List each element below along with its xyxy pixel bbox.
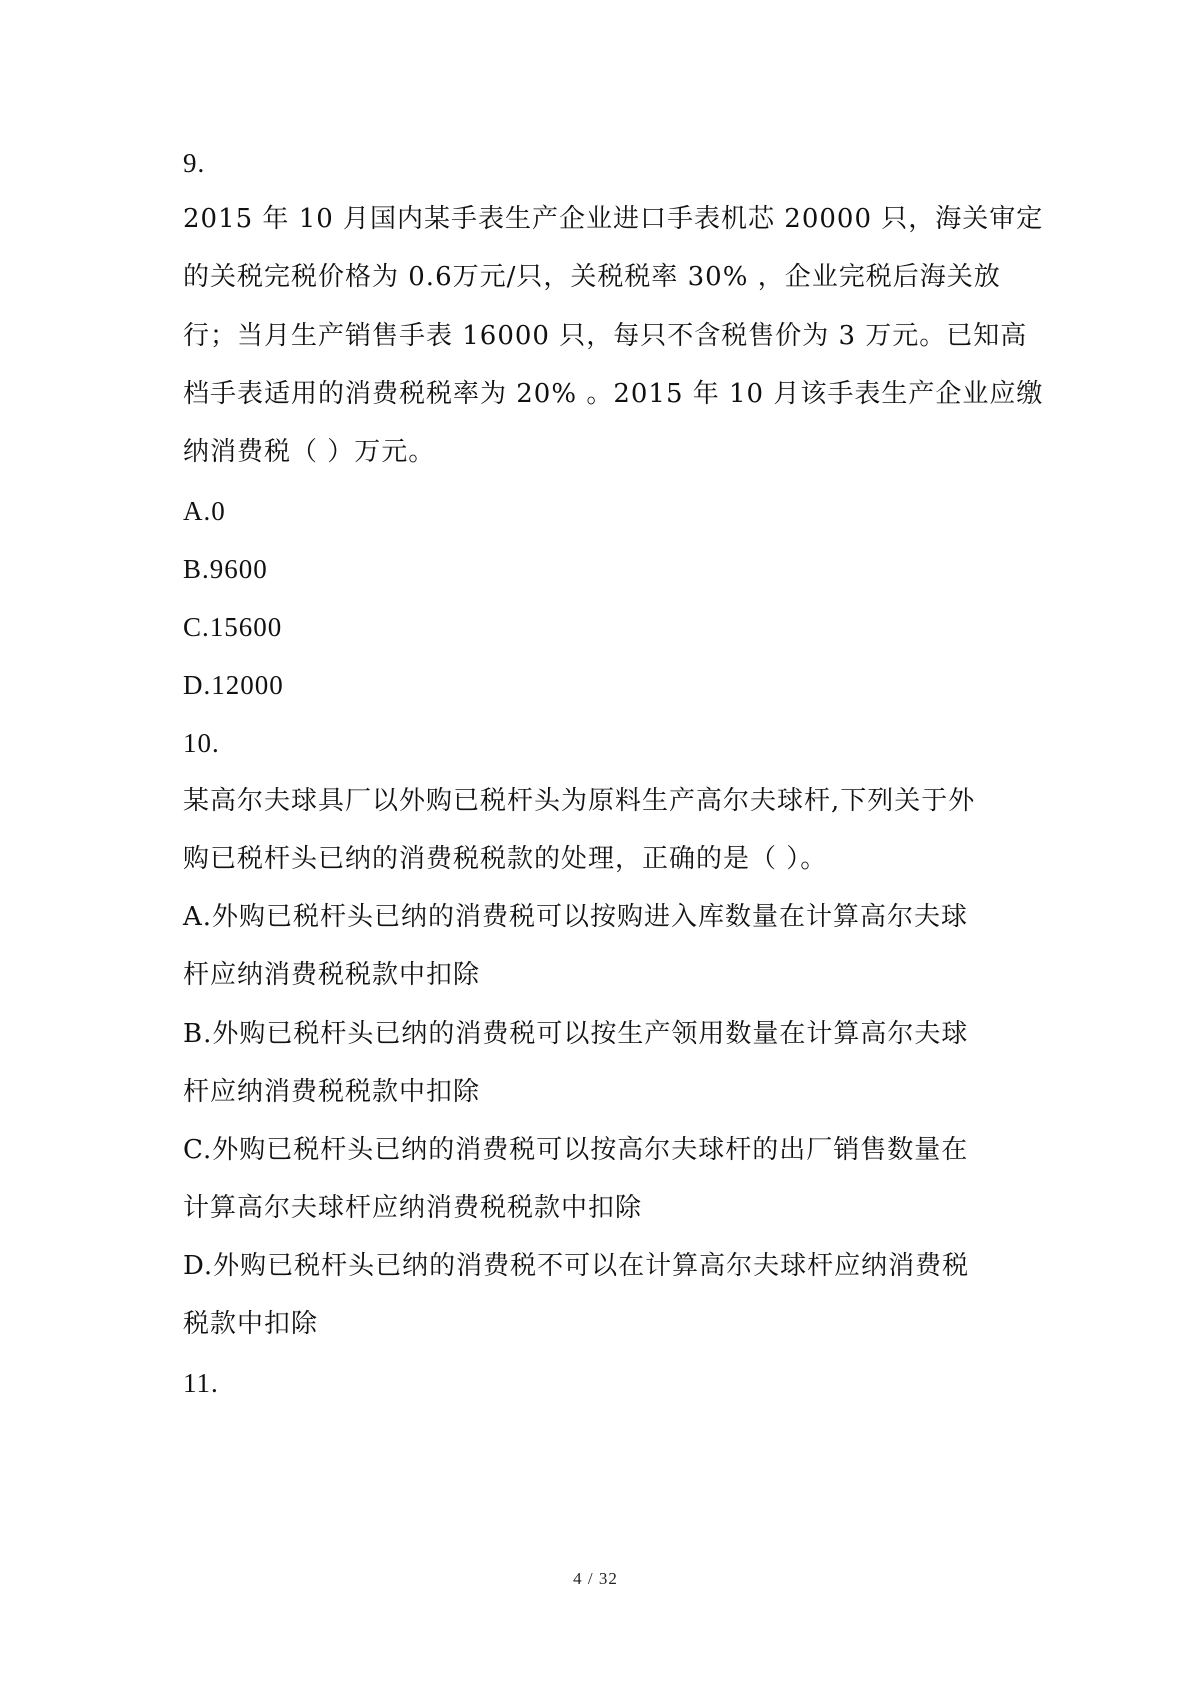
question-9-stem-line: 的关税完税价格为 0.6万元/只，关税税率 30% ，企业完税后海关放 bbox=[183, 262, 1001, 292]
question-10-option-c-line: 计算高尔夫球杆应纳消费税税款中扣除 bbox=[183, 1193, 643, 1223]
question-9-stem-line: 纳消费税（ ）万元。 bbox=[183, 437, 436, 467]
question-10-stem-line: 某高尔夫球具厂以外购已税杆头为原料生产高尔夫球杆,下列关于外 bbox=[183, 786, 976, 816]
question-9-option-d: D.12000 bbox=[183, 670, 284, 700]
question-9-option-a: A.0 bbox=[183, 496, 226, 526]
question-9-number: 9. bbox=[183, 148, 206, 178]
question-10-option-d-line: 税款中扣除 bbox=[183, 1309, 319, 1339]
question-10-option-d-line: D.外购已税杆头已纳的消费税不可以在计算高尔夫球杆应纳消费税 bbox=[183, 1251, 970, 1281]
question-10-option-a-line: 杆应纳消费税税款中扣除 bbox=[183, 960, 481, 990]
question-9-option-b: B.9600 bbox=[183, 554, 268, 584]
page-number: 4 / 32 bbox=[573, 1569, 618, 1588]
question-10-option-c-line: C.外购已税杆头已纳的消费税可以按高尔夫球杆的出厂销售数量在 bbox=[183, 1135, 969, 1165]
question-10-option-a-line: A.外购已税杆头已纳的消费税可以按购进入库数量在计算高尔夫球 bbox=[183, 902, 969, 932]
question-10-option-b-line: 杆应纳消费税税款中扣除 bbox=[183, 1077, 481, 1107]
question-9-stem-line: 行；当月生产销售手表 16000 只，每只不含税售价为 3 万元。已知高 bbox=[183, 321, 1028, 351]
question-11-number: 11. bbox=[183, 1368, 219, 1398]
question-9-stem-line: 2015 年 10 月国内某手表生产企业进口手表机芯 20000 只，海关审定 bbox=[183, 204, 1044, 234]
question-10-option-b-line: B.外购已税杆头已纳的消费税可以按生产领用数量在计算高尔夫球 bbox=[183, 1019, 969, 1049]
question-10-number: 10. bbox=[183, 728, 220, 758]
question-9-option-c: C.15600 bbox=[183, 612, 283, 642]
question-10-stem-line: 购已税杆头已纳的消费税税款的处理，正确的是（ ）。 bbox=[183, 844, 828, 874]
question-9-stem-line: 档手表适用的消费税税率为 20% 。2015 年 10 月该手表生产企业应缴 bbox=[183, 379, 1044, 409]
